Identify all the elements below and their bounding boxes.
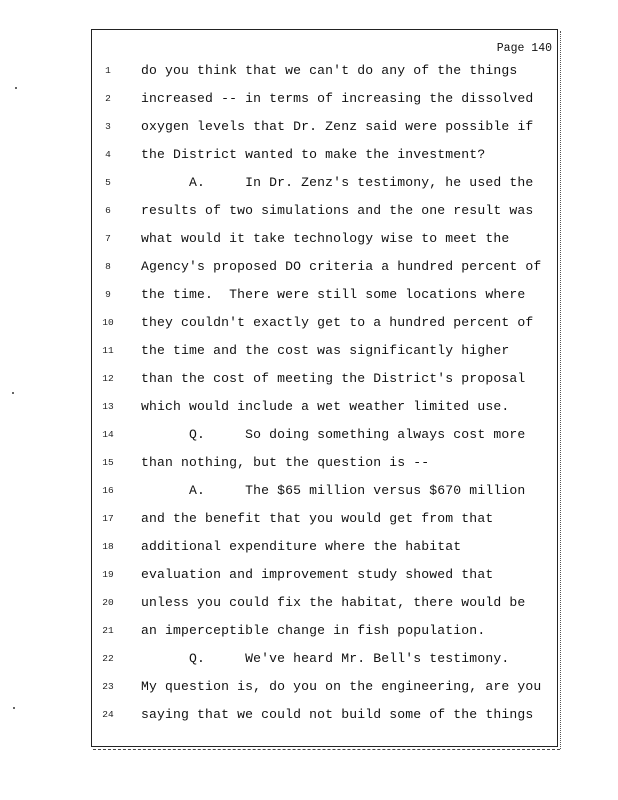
transcript-line [0, 340, 618, 368]
scan-speck [13, 707, 15, 709]
line-number: 8 [105, 261, 111, 272]
line-text: what would it take technology wise to meet the [141, 231, 510, 246]
line-number: 18 [102, 541, 114, 552]
line-number: 5 [105, 177, 111, 188]
line-number: 12 [102, 373, 114, 384]
line-number: 21 [102, 625, 114, 636]
line-text: do you think that we can't do any of the things [141, 63, 518, 78]
line-text: evaluation and improvement study showed that [141, 567, 494, 582]
line-text: which would include a wet weather limited use. [141, 399, 510, 414]
line-text: Agency's proposed DO criteria a hundred percent of [141, 259, 542, 274]
line-text: than the cost of meeting the District's proposal [141, 371, 526, 386]
line-text: My question is, do you on the engineering, are you [141, 679, 542, 694]
line-text: A. The $65 million versus $670 million [141, 483, 526, 498]
line-text: the time and the cost was significantly higher [141, 343, 510, 358]
transcript-line [0, 368, 618, 396]
line-text: the District wanted to make the investment? [141, 147, 486, 162]
line-text: Q. We've heard Mr. Bell's testimony. [141, 651, 510, 666]
line-text: unless you could fix the habitat, there would be [141, 595, 526, 610]
transcript-line [0, 284, 618, 312]
transcript-line [0, 704, 618, 732]
line-text: additional expenditure where the habitat [141, 539, 462, 554]
line-number: 24 [102, 709, 114, 720]
line-number: 13 [102, 401, 114, 412]
line-text: they couldn't exactly get to a hundred percent of [141, 315, 534, 330]
transcript-line [0, 564, 618, 592]
line-number: 2 [105, 93, 111, 104]
line-number: 19 [102, 569, 114, 580]
line-number: 9 [105, 289, 111, 300]
transcript-line [0, 508, 618, 536]
line-number: 11 [102, 345, 114, 356]
line-text: the time. There were still some locations where [141, 287, 526, 302]
transcript-line [0, 620, 618, 648]
line-text: oxygen levels that Dr. Zenz said were possible if [141, 119, 534, 134]
transcript-line [0, 88, 618, 116]
line-number: 6 [105, 205, 111, 216]
line-number: 14 [102, 429, 114, 440]
scan-speck [12, 392, 14, 394]
line-number: 20 [102, 597, 114, 608]
transcript-line [0, 536, 618, 564]
transcript-line [0, 228, 618, 256]
line-number: 15 [102, 457, 114, 468]
transcript-line [0, 172, 618, 200]
line-text: than nothing, but the question is -- [141, 455, 430, 470]
line-number: 22 [102, 653, 114, 664]
transcript-line [0, 396, 618, 424]
line-text: A. In Dr. Zenz's testimony, he used the [141, 175, 534, 190]
line-text: Q. So doing something always cost more [141, 427, 526, 442]
line-number: 16 [102, 485, 114, 496]
line-text: saying that we could not build some of the things [141, 707, 534, 722]
transcript-line [0, 676, 618, 704]
transcript-line [0, 480, 618, 508]
line-text: and the benefit that you would get from that [141, 511, 494, 526]
line-number: 7 [105, 233, 111, 244]
line-number: 23 [102, 681, 114, 692]
line-number: 3 [105, 121, 111, 132]
line-number: 4 [105, 149, 111, 160]
transcript-line [0, 424, 618, 452]
line-text: results of two simulations and the one result was [141, 203, 534, 218]
transcript-line [0, 592, 618, 620]
transcript-line [0, 116, 618, 144]
page-border-shadow-bottom [93, 749, 560, 751]
scan-speck [15, 87, 17, 89]
line-text: an imperceptible change in fish population. [141, 623, 486, 638]
line-number: 10 [102, 317, 114, 328]
transcript-line [0, 200, 618, 228]
transcript-line [0, 312, 618, 340]
line-text: increased -- in terms of increasing the dissolved [141, 91, 534, 106]
transcript-line [0, 144, 618, 172]
line-number: 17 [102, 513, 114, 524]
transcript-line [0, 452, 618, 480]
page-number: Page 140 [496, 42, 552, 55]
line-number: 1 [105, 65, 111, 76]
transcript-line [0, 60, 618, 88]
transcript-line [0, 256, 618, 284]
transcript-line [0, 648, 618, 676]
